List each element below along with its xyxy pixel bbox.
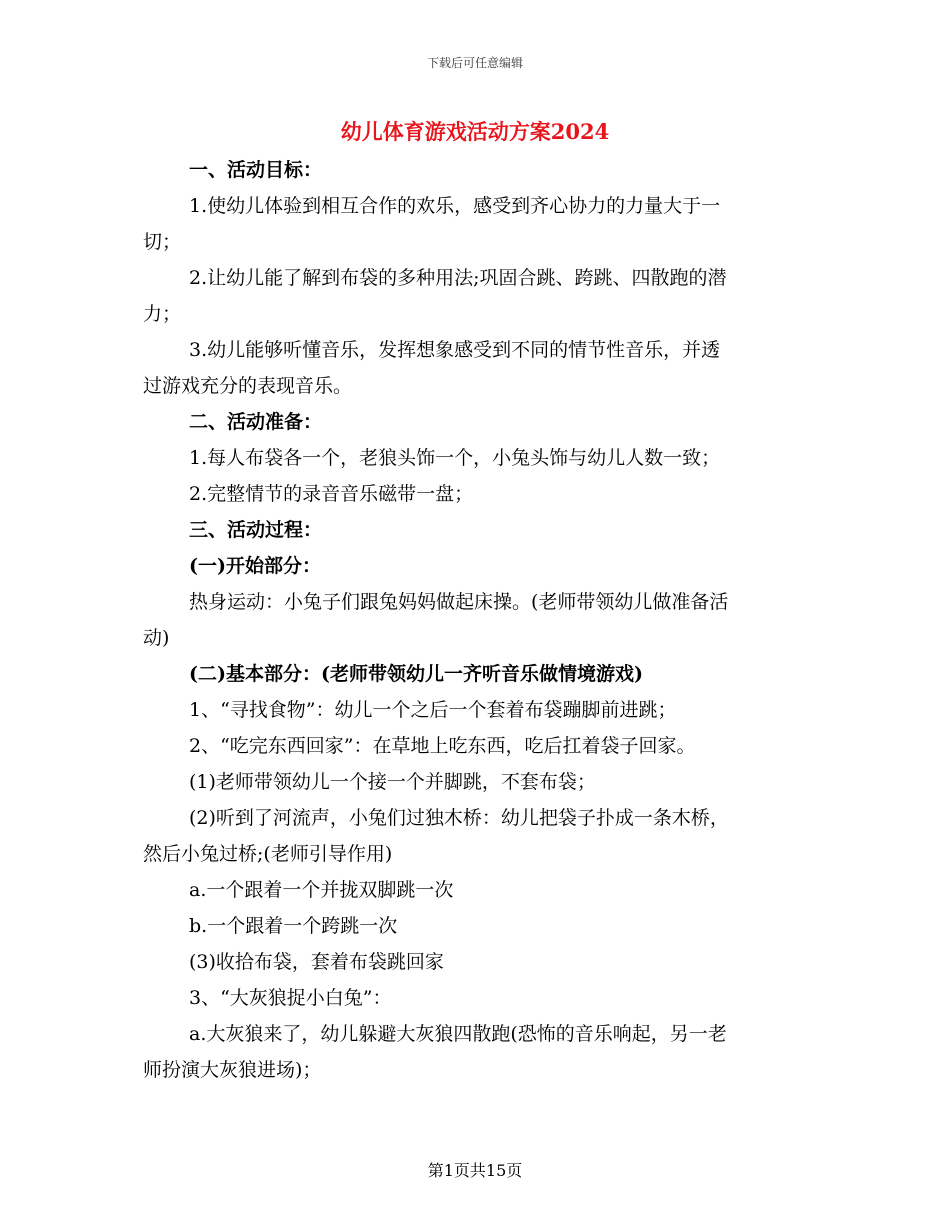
paragraph-line: 3.幼儿能够听懂音乐，发挥想象感受到不同的情节性音乐，并透: [189, 339, 721, 361]
paragraph-line: a.一个跟着一个并拢双脚跳一次: [189, 879, 454, 901]
page-number-footer: 第1页共15页: [427, 1161, 523, 1180]
section-heading: (一)开始部分：: [189, 555, 321, 577]
paragraph-line: 1.每人布袋各一个，老狼头饰一个，小兔头饰与幼儿人数一致；: [189, 447, 721, 469]
paragraph-line: b.一个跟着一个跨跳一次: [189, 915, 398, 937]
paragraph-line: 动): [143, 627, 170, 649]
paragraph-line: 力；: [143, 303, 182, 325]
document-body: [143, 152, 808, 1088]
page-header-note: 下载后可任意编辑: [426, 56, 523, 70]
paragraph-line: 师扮演大灰狼进场)；: [143, 1059, 322, 1081]
paragraph-line: a.大灰狼来了，幼儿躲避大灰狼四散跑(恐怖的音乐响起，另一老: [189, 1023, 727, 1045]
section-heading: (二)基本部分：(老师带领幼儿一齐听音乐做情境游戏): [189, 663, 643, 685]
paragraph-line: 3、“大灰狼捉小白兔”：: [189, 987, 392, 1009]
paragraph-line: 热身运动：小兔子们跟兔妈妈做起床操。(老师带领幼儿做准备活: [189, 591, 729, 613]
section-heading: 二、活动准备：: [189, 411, 323, 433]
paragraph-line: 2、“吃完东西回家”：在草地上吃东西，吃后扛着袋子回家。: [189, 735, 696, 757]
paragraph-line: 1.使幼儿体验到相互合作的欢乐，感受到齐心协力的力量大于一: [189, 195, 721, 217]
paragraph-line: 然后小兔过桥;(老师引导作用): [143, 843, 393, 865]
paragraph-line: 过游戏充分的表现音乐。: [143, 375, 353, 397]
paragraph-line: (3)收拾布袋，套着布袋跳回家: [189, 951, 444, 973]
paragraph-line: 1、“寻找食物”：幼儿一个之后一个套着布袋蹦脚前进跳；: [189, 699, 677, 721]
paragraph-line: 切；: [143, 231, 182, 253]
paragraph-line: 2.让幼儿能了解到布袋的多种用法;巩固合跳、跨跳、四散跑的潜: [189, 267, 727, 289]
paragraph-line: (1)老师带领幼儿一个接一个并脚跳，不套布袋；: [189, 771, 596, 793]
section-heading: 三、活动过程：: [189, 519, 323, 541]
section-heading: 一、活动目标：: [189, 159, 323, 181]
paragraph-line: (2)听到了河流声，小兔们过独木桥：幼儿把袋子扑成一条木桥，: [189, 807, 729, 829]
document-title: 幼儿体育游戏活动方案2024: [340, 119, 610, 144]
paragraph-line: 2.完整情节的录音音乐磁带一盘；: [189, 483, 474, 505]
